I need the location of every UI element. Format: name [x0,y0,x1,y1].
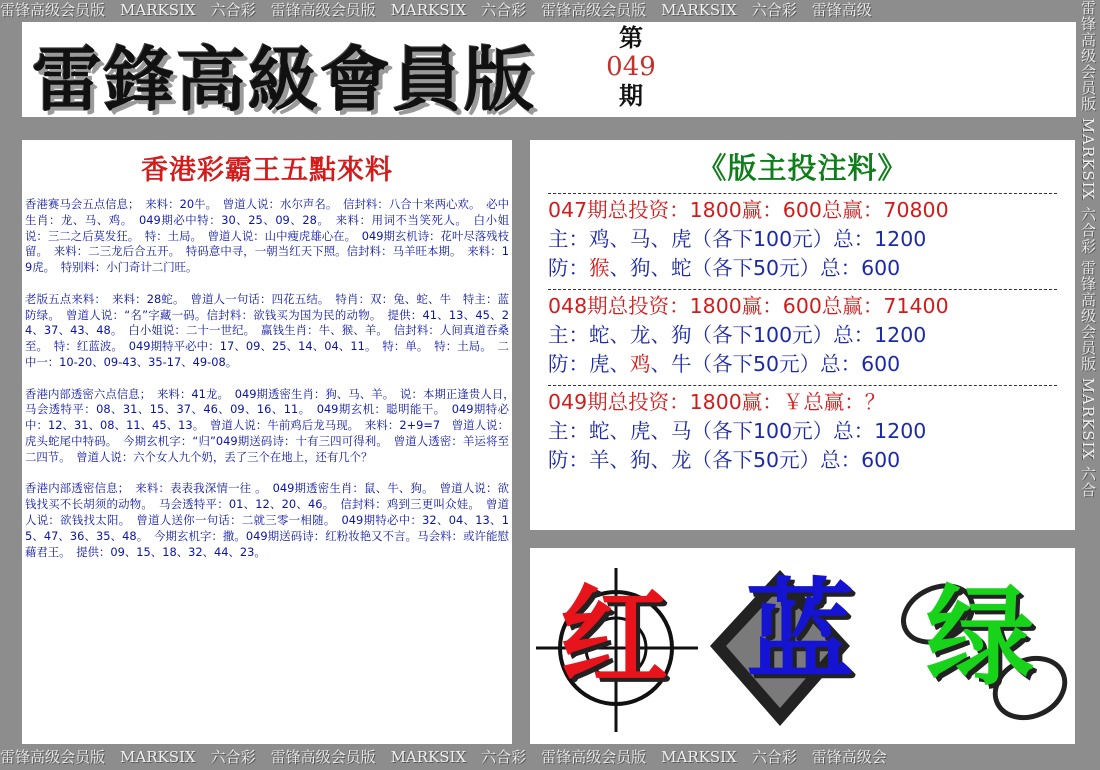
divider [548,193,1057,194]
header-logo-panel [22,22,664,121]
header-blank-panel [664,22,1076,117]
pick-detail: （各下100元）总：1200 [691,419,927,443]
zodiac-pick: 狗 [671,323,692,347]
divider [548,385,1057,386]
zodiac-pick: 马 [630,227,651,251]
zodiac-pick: 龙 [671,448,692,472]
pick-separator: 、 [609,419,630,443]
zodiac-pick: 虎 [589,352,610,376]
pick-label: 主： [548,323,589,347]
top-watermark-strip: 雷锋高级会员版 MARKSIX 六合彩 雷锋高级会员版 MARKSIX 六合彩 雷锋高级会员版 MARKSIX 六合彩 雷锋高级 [0,1,872,19]
zodiac-pick: 蛇 [671,256,692,280]
pick-separator: 、 [650,448,671,472]
pick-label: 防： [548,256,589,280]
bet-summary: 048期总投资：1800赢：600总赢：71400 [548,294,949,318]
zodiac-pick: 虎 [671,227,692,251]
pick-separator: 、 [650,256,671,280]
zodiac-pick: 鸡 [589,227,610,251]
issue-suffix: 期 [619,82,643,110]
green-char: 绿 [926,575,1035,700]
zodiac-pick: 羊 [589,448,610,472]
moderator-bets-panel [530,140,1075,530]
zodiac-pick: 龙 [630,323,651,347]
pick-separator: 、 [650,227,671,251]
bet-round [530,292,1075,379]
pick-separator: 、 [650,323,671,347]
pick-detail: （各下100元）总：1200 [691,323,927,347]
divider [548,289,1057,290]
pick-detail: （各下50元）总：600 [691,448,901,472]
bet-summary: 049期总投资：1800赢：￥总赢：？ [548,390,886,414]
side-watermark-strip: 雷锋高级会员版 MARKSIX 六合彩 雷锋高级会员版 MARKSIX 六合 [1079,0,1097,498]
issue-badge [600,24,662,114]
pick-separator: 、 [609,352,630,376]
pick-label: 防： [548,448,589,472]
bet-round [530,196,1075,283]
issue-prefix: 第 [619,24,643,52]
main-pick-line [548,321,1075,350]
panel-title: 香港彩霸王五點來料 [141,155,393,186]
guard-pick-line [548,446,1075,475]
pick-label: 主： [548,419,589,443]
main-pick-line [548,417,1075,446]
bets-title: 《版主投注料》 [697,151,908,185]
pick-separator: 、 [650,419,671,443]
guard-pick-line [548,254,1075,283]
info-block: 香港赛马会五点信息； 来料：20牛。 曾道人说：水尔声名。 信封料：八合十来两心欢。 必中生肖：龙、马、鸡。 049期必中特：30、25、09、28。 来料：用词不当笑死人。 白小姐说：三二之后莫发狂。 特：土局。 曾道人说：山中瘦虎雄心在。 049期玄机诗：花叶尽落残枝留。 来料：二三龙后合五开。 特码意中寻，一朝当红天下照。信封料：马羊旺本期。 来料：19虎。 特别料：小门奇计二门旺。 [25,197,509,275]
zodiac-pick: 蛇 [589,419,610,443]
zodiac-pick: 虎 [630,419,651,443]
pick-separator: 、 [609,323,630,347]
zodiac-pick: 牛 [671,352,692,376]
pick-detail: （各下100元）总：1200 [691,227,927,251]
bet-summary: 047期总投资：1800赢：600总赢：70800 [548,198,949,222]
pick-detail: （各下50元）总：600 [691,256,901,280]
zodiac-pick: 狗 [630,256,651,280]
bet-round [530,388,1075,475]
issue-number: 049 [606,52,656,82]
info-block: 老版五点来料： 来料：28蛇。 曾道人一句话：四花五结。 特肖：双：兔、蛇、牛 特主：蓝防绿。 曾道人说：“名”字藏一码。信封料：欲钱买为国为民的动物。 提供：41、13、45、24、37、43、48。 白小姐说：二十一世纪。 赢钱生肖：牛、猴、羊。 信封料：人间真道吞桑至。 特：红蓝波。 049期特平必中：17、09、25、14、04、11。 特：单。 特：土局。 二中一：10-20、09-43、35-17、49-08。 [25,291,509,369]
pick-label: 主： [548,227,589,251]
logo-title: 雷鋒高級會員版 [32,39,536,121]
zodiac-pick: 蛇 [589,323,610,347]
zodiac-pick: 狗 [630,448,651,472]
pick-detail: （各下50元）总：600 [691,352,901,376]
info-block-list [22,197,521,560]
pick-label: 防： [548,352,589,376]
info-block: 香港内部透密信息； 来料：表表我深情一往 。 049期透密生肖：鼠、牛、狗。 曾道人说：欲钱找买不长胡须的动物。 马会透特平：01、12、20、46。 信封料：鸡到三更叫众娃。 曾道人说：欲钱找太阳。 曾道人送你一句话：二就三零一相随。 049期特必中：32、04、13、15、47、36、35、48。 今期玄机字：撒。049期送码诗：红粉妆艳又不言。马会料：或许能慰藉君王。 提供：09、15、18、32、44、23。 [25,481,509,559]
pick-separator: 、 [609,256,630,280]
zodiac-pick: 猴 [589,256,610,280]
pick-separator: 、 [609,448,630,472]
guard-pick-line [548,350,1075,379]
blue-char: 蓝 [746,569,855,694]
pick-separator: 、 [609,227,630,251]
red-blue-green-panel [530,548,1075,744]
info-block: 香港内部透密六点信息； 来料：41龙。 049期透密生肖：狗、马、羊。 说：本期正逢贵人日， 马会透特平：08、31、15、37、46、09、16、11。 049期玄机：聪明能干。 049期特必中：12、31、08、11、45、13。 曾道人说：牛前鸡后龙马现。 来料：2+9=7 曾道人说：虎头蛇尾中特码。 今期玄机字：“归”049期送码诗：十有三四可得利。 曾道人透密：羊运将至二四节。 曾道人说：六个女人九个奶，丢了三个在地上，还有几个？ [25,386,521,464]
bottom-watermark-strip: 雷锋高级会员版 MARKSIX 六合彩 雷锋高级会员版 MARKSIX 六合彩 雷锋高级会员版 MARKSIX 六合彩 雷锋高级会 [0,748,887,766]
main-pick-line [548,225,1075,254]
five-point-info-panel [22,140,521,744]
pick-separator: 、 [650,352,671,376]
red-char: 红 [560,575,669,700]
bet-round-list [530,196,1075,475]
zodiac-pick: 鸡 [630,352,651,376]
zodiac-pick: 马 [671,419,692,443]
